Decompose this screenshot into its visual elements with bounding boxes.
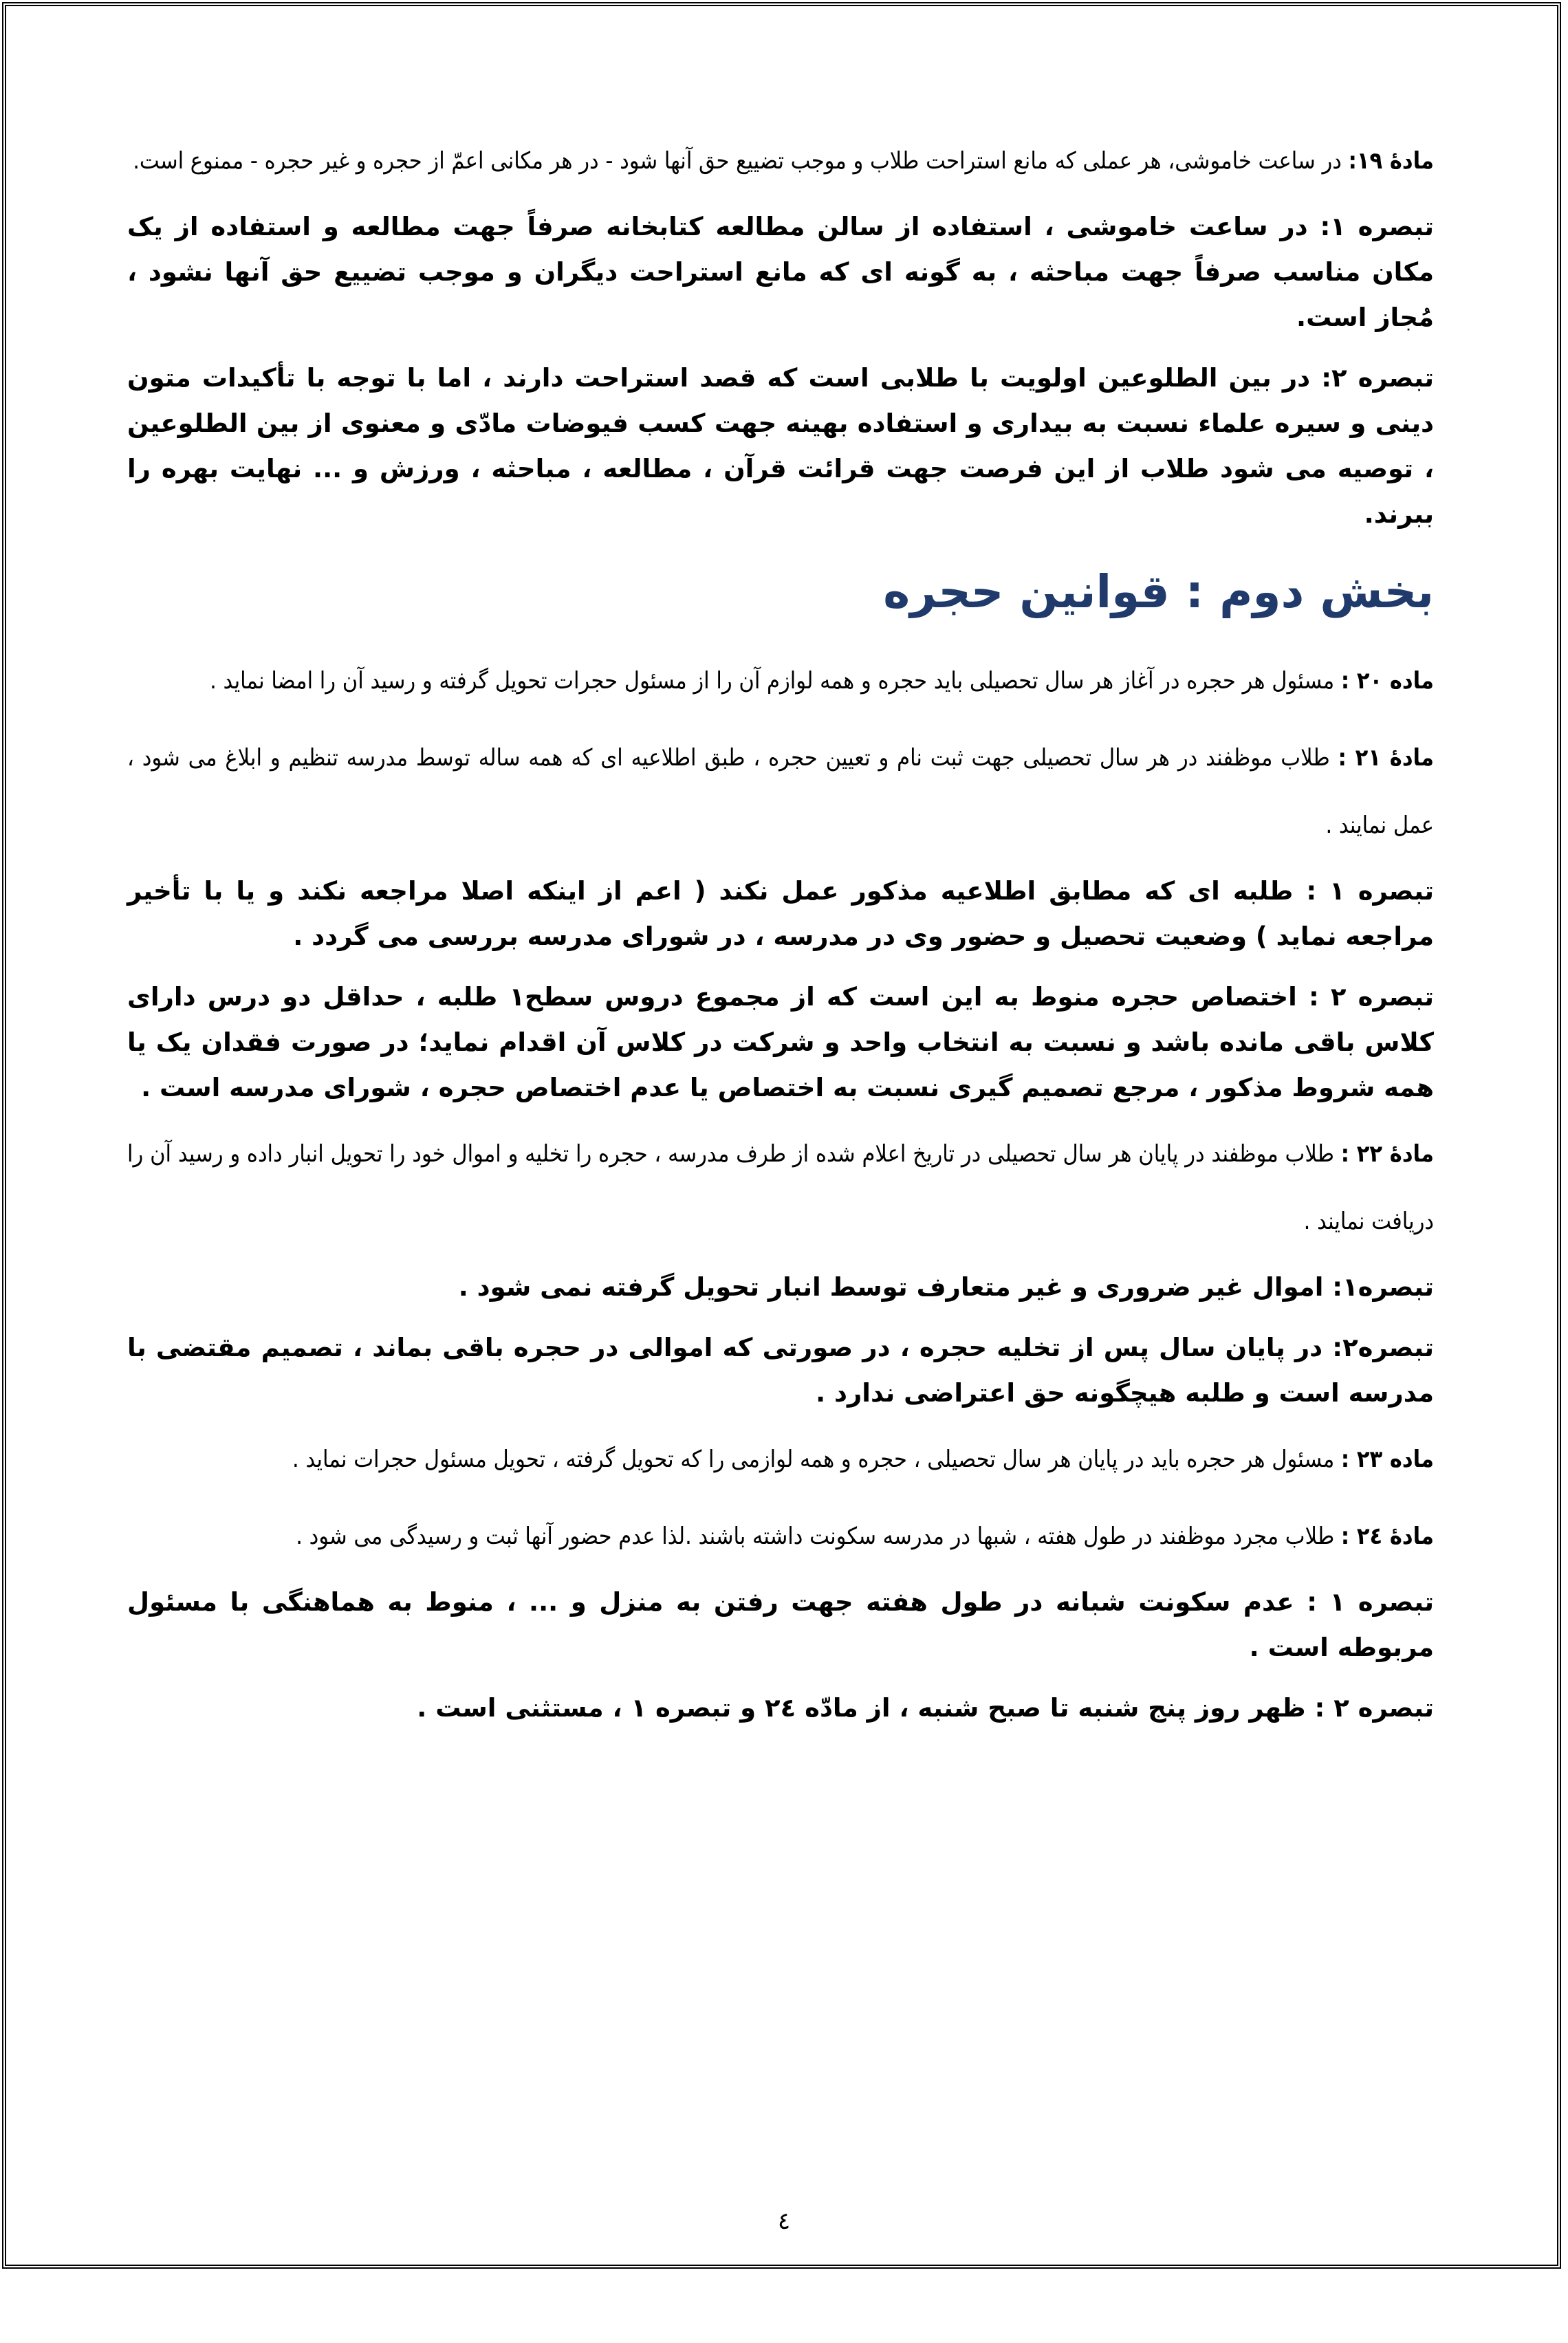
section-heading: بخش دوم : قوانین حجره xyxy=(883,565,1434,618)
article-20 xyxy=(127,647,1434,715)
note-label: تبصره۲: xyxy=(1332,1333,1434,1362)
article-23 xyxy=(127,1426,1434,1493)
note-label: تبصره ۲ : xyxy=(1308,982,1434,1012)
note-label: تبصره ۱ : xyxy=(1306,876,1435,906)
note-2-article-21 xyxy=(127,974,1434,1111)
note-text: ظهر روز پنج شنبه تا صبح شنبه ، از مادّه ۲٤ و تبصره ۱ ، مستثنی است . xyxy=(417,1693,1315,1723)
article-label: مادۀ ۲۲ : xyxy=(1340,1140,1434,1168)
note-1-article-22 xyxy=(127,1265,1434,1310)
note-label: تبصره ۱: xyxy=(1320,212,1434,241)
note-1-article-21 xyxy=(127,869,1434,959)
note-text: اموال غیر ضروری و غیر متعارف توسط انبار تحویل گرفته نمی شود . xyxy=(458,1272,1333,1302)
article-label: ماده ۲۳ : xyxy=(1340,1446,1434,1473)
note-1-article-24 xyxy=(127,1580,1434,1670)
note-2-article-22 xyxy=(127,1325,1434,1416)
article-text: مسئول هر حجره باید در پایان هر سال تحصیلی ، حجره و همه لوازمی را که تحویل گرفته ، تحویل مسئول حجرات نماید . xyxy=(292,1446,1341,1473)
article-text: در ساعت خاموشی، هر عملی که مانع استراحت طلاب و موجب تضییع حق آنها شود - در هر مکانی اعمّ از حجره و غیر حجره - ممنوع است. xyxy=(133,147,1349,175)
note-label: تبصره ۲ : xyxy=(1314,1693,1434,1723)
note-text: اختصاص حجره منوط به این است که از مجموع دروس سطح۱ طلبه ، حداقل دو درس دارای کلاس باقی مانده باشد و نسبت به انتخاب واحد و شرکت در کلاس آن اقدام نماید؛ در صورت فقدان یک یا همه شروط مذکور ، مرجع تصمیم گیری نسبت به اختصاص یا عدم اختصاص حجره ، شورای مدرسه است . xyxy=(127,982,1434,1102)
document-body xyxy=(127,127,1434,1731)
page-number: ٤ xyxy=(777,2208,791,2235)
note-text: در پایان سال پس از تخلیه حجره ، در صورتی که اموالی در حجره باقی بماند ، تصمیم مقتضی با مدرسه است و طلبه هیچگونه حق اعتراضی ندارد . xyxy=(127,1333,1434,1408)
article-text: طلاب موظفند در پایان هر سال تحصیلی در تاریخ اعلام شده از طرف مدرسه ، حجره را تخلیه و اموال خود را تحویل انبار داده و رسید آن را دریافت نمایند . xyxy=(127,1140,1434,1235)
article-label: مادۀ ۲٤ : xyxy=(1340,1523,1434,1550)
note-label: تبصره۱: xyxy=(1332,1272,1434,1302)
note-2-article-24 xyxy=(127,1686,1434,1731)
article-label: مادۀ ۲۱ : xyxy=(1338,744,1434,772)
article-text: طلاب مجرد موظفند در طول هفته ، شبها در مدرسه سکونت داشته باشند .لذا عدم حضور آنها ثبت و رسیدگی می شود . xyxy=(296,1523,1341,1550)
article-label: مادۀ ۱۹: xyxy=(1348,147,1434,175)
note-1-article-19 xyxy=(127,204,1434,340)
article-24 xyxy=(127,1503,1434,1570)
article-label: ماده ۲۰ : xyxy=(1340,667,1434,695)
note-text: طلبه ای که مطابق اطلاعیه مذکور عمل نکند ( اعم از اینکه اصلا مراجعه نکند و یا با تأخیر مراجعه نماید ) وضعیت تحصیل و حضور وی در مدرسه ، در شورای مدرسه بررسی می گردد . xyxy=(127,876,1434,951)
note-text: عدم سکونت شبانه در طول هفته جهت رفتن به منزل و ... ، منوط به هماهنگی با مسئول مربوطه است . xyxy=(127,1587,1434,1662)
article-22 xyxy=(127,1120,1434,1255)
article-21 xyxy=(127,724,1434,859)
article-19 xyxy=(127,127,1434,195)
note-label: تبصره ۲: xyxy=(1321,363,1434,393)
article-text: مسئول هر حجره در آغاز هر سال تحصیلی باید حجره و همه لوازم آن را از مسئول حجرات تحویل گرفته و رسید آن را امضا نماید . xyxy=(210,667,1341,695)
article-text: طلاب موظفند در هر سال تحصیلی جهت ثبت نام و تعیین حجره ، طبق اطلاعیه ای که همه ساله توسط مدرسه تنظیم و ابلاغ می شود ، عمل نمایند . xyxy=(127,744,1434,839)
note-2-article-19 xyxy=(127,356,1434,537)
note-label: تبصره ۱ : xyxy=(1307,1587,1435,1617)
note-text: در ساعت خاموشی ، استفاده از سالن مطالعه کتابخانه صرفاً جهت مطالعه و استفاده از یک مکان مناسب صرفاً جهت مباحثه ، به گونه ای که مانع استراحت دیگران و موجب تضییع حق آنها نشود ، مُجاز است. xyxy=(127,212,1434,332)
note-text: در بین الطلوعین اولویت با طلابی است که قصد استراحت دارند ، اما با توجه با تأکیدات متون دینی و سیره علماء نسبت به بیداری و استفاده بهینه جهت کسب فیوضات مادّی و معنوی از بین الطلوعین ، توصیه می شود طلاب از این فرصت جهت قرائت قرآن ، مطالعه ، مباحثه ، ورزش و ... نهایت بهره را ببرند. xyxy=(127,363,1434,529)
